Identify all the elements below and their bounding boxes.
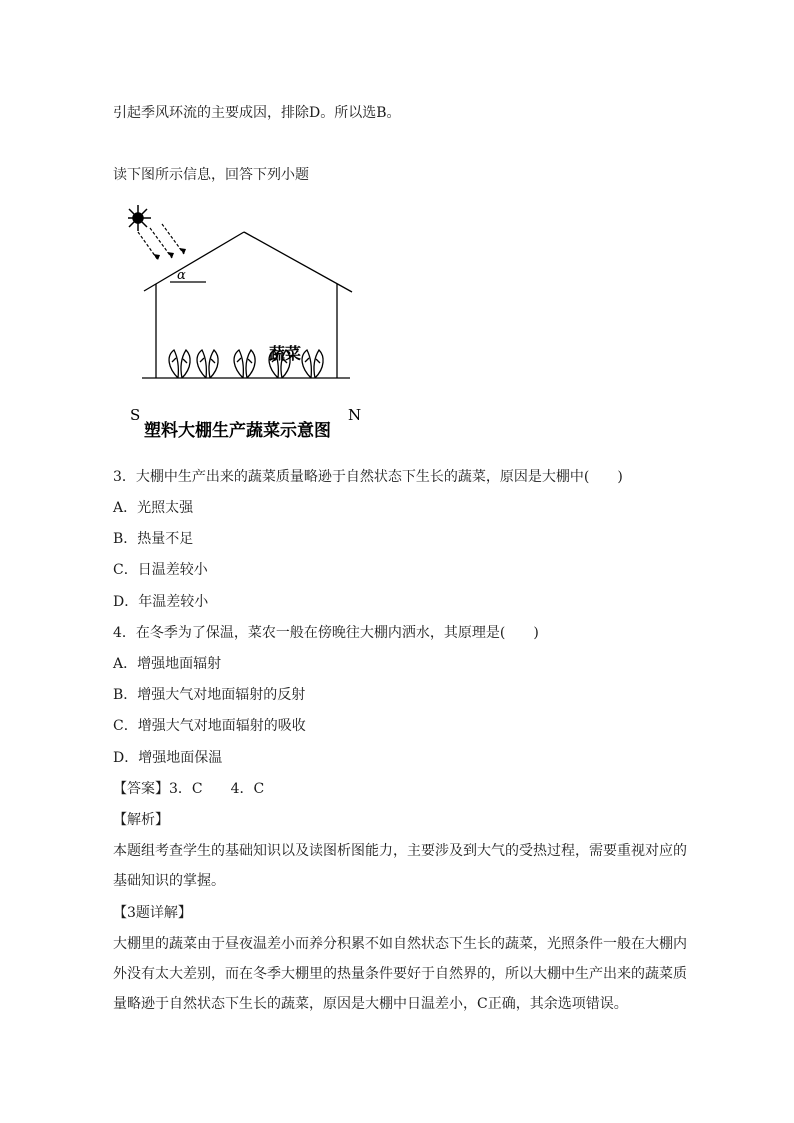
question-4-option-c: C．增强大气对地面辐射的吸收: [113, 718, 306, 734]
vegetable-plant-icon: [302, 350, 323, 378]
figure-caption: 塑料大棚生产蔬菜示意图: [144, 421, 331, 441]
angle-label: α: [177, 268, 186, 283]
detail-heading: 【3题详解】: [113, 905, 192, 921]
question-4-option-a: A．增强地面辐射: [113, 656, 222, 672]
south-label: S: [130, 406, 141, 424]
question-3-option-b: B．热量不足: [113, 531, 194, 547]
question-4-option-d: D．增强地面保温: [113, 750, 223, 766]
prompt-line: 读下图所示信息，回答下列小题: [113, 167, 309, 183]
vegetable-plant-icon: [169, 350, 190, 378]
analysis-heading: 【解析】: [113, 812, 169, 828]
detail-text: 大棚里的蔬菜由于昼夜温差小而养分积累不如自然状态下生长的蔬菜，光照条件一般在大棚内外没有太大差别，而在冬季大棚里的热量条件要好于自然界的，所以大棚中生产出来的蔬菜质量略逊于自然状态下生长的蔬菜，原因是大棚中日温差小，C正确，其余选项错误。: [113, 936, 687, 1012]
question-3-option-a: A．光照太强: [113, 500, 194, 516]
sun-icon: [128, 205, 151, 231]
sunlight-arrows: [138, 224, 184, 260]
question-4-option-b: B．增强大气对地面辐射的反射: [113, 687, 306, 703]
question-3-stem: 3．大棚中生产出来的蔬菜质量略逊于自然状态下生长的蔬菜，原因是大棚中( ): [113, 469, 623, 485]
vegetable-plant-icon: [234, 350, 255, 378]
analysis-text: 本题组考查学生的基础知识以及读图析图能力，主要涉及到大气的受热过程，需要重视对应的基础知识的掌握。: [113, 843, 687, 889]
greenhouse-figure: [128, 200, 368, 445]
vegetable-plant-icon: [197, 350, 218, 378]
question-3-option-c: C．日温差较小: [113, 562, 208, 578]
vegetable-label: 蔬菜: [269, 344, 302, 363]
north-label: N: [348, 406, 362, 424]
question-3-option-d: D．年温差较小: [113, 594, 209, 610]
intro-line: 引起季风环流的主要成因，排除D。所以选B。: [113, 105, 401, 121]
question-4-stem: 4．在冬季为了保温，菜农一般在傍晚往大棚内洒水，其原理是( ): [113, 625, 539, 641]
answer-line: 【答案】3．C 4．C: [113, 781, 265, 797]
